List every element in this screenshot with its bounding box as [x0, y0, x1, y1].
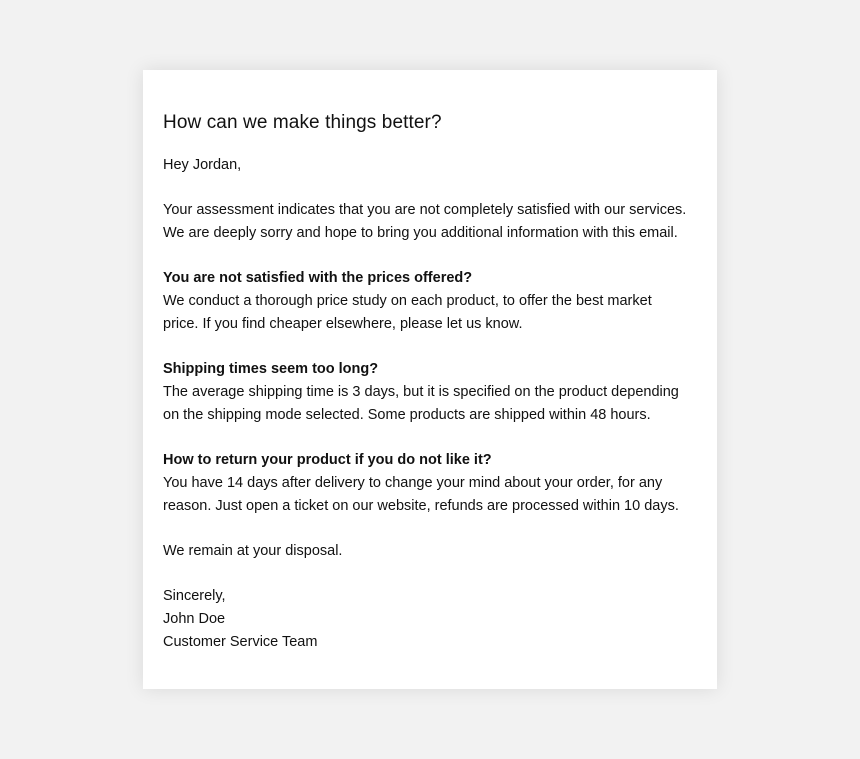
section-line: on the shipping mode selected. Some products are shipped within 48 hours.	[163, 407, 651, 423]
intro-line: Your assessment indicates that you are not completely satisfied with our services.	[163, 202, 687, 218]
email-card	[143, 70, 717, 689]
signoff-name: John Doe	[163, 611, 226, 627]
email-subject: How can we make things better?	[163, 112, 442, 133]
section-heading: How to return your product if you do not like it?	[163, 452, 492, 468]
section-line: reason. Just open a ticket on our website, refunds are processed within 10 days.	[163, 498, 679, 514]
signoff-salutation: Sincerely,	[163, 588, 226, 604]
closing-line: We remain at your disposal.	[163, 543, 343, 559]
section-line: We conduct a thorough price study on each product, to offer the best market	[163, 293, 652, 309]
section-heading: You are not satisfied with the prices offered?	[163, 270, 473, 286]
intro-line: We are deeply sorry and hope to bring you additional information with this email.	[163, 225, 678, 241]
section-returns	[163, 449, 697, 518]
intro-paragraph	[163, 199, 697, 245]
section-line: You have 14 days after delivery to change your mind about your order, for any	[163, 475, 663, 491]
section-line: price. If you find cheaper elsewhere, please let us know.	[163, 316, 523, 332]
section-prices	[163, 267, 697, 336]
signature-block	[163, 585, 697, 654]
email-greeting: Hey Jordan,	[163, 157, 242, 173]
section-heading: Shipping times seem too long?	[163, 361, 379, 377]
section-line: The average shipping time is 3 days, but it is specified on the product depending	[163, 384, 679, 400]
signoff-team: Customer Service Team	[163, 634, 318, 650]
section-shipping	[163, 358, 697, 427]
